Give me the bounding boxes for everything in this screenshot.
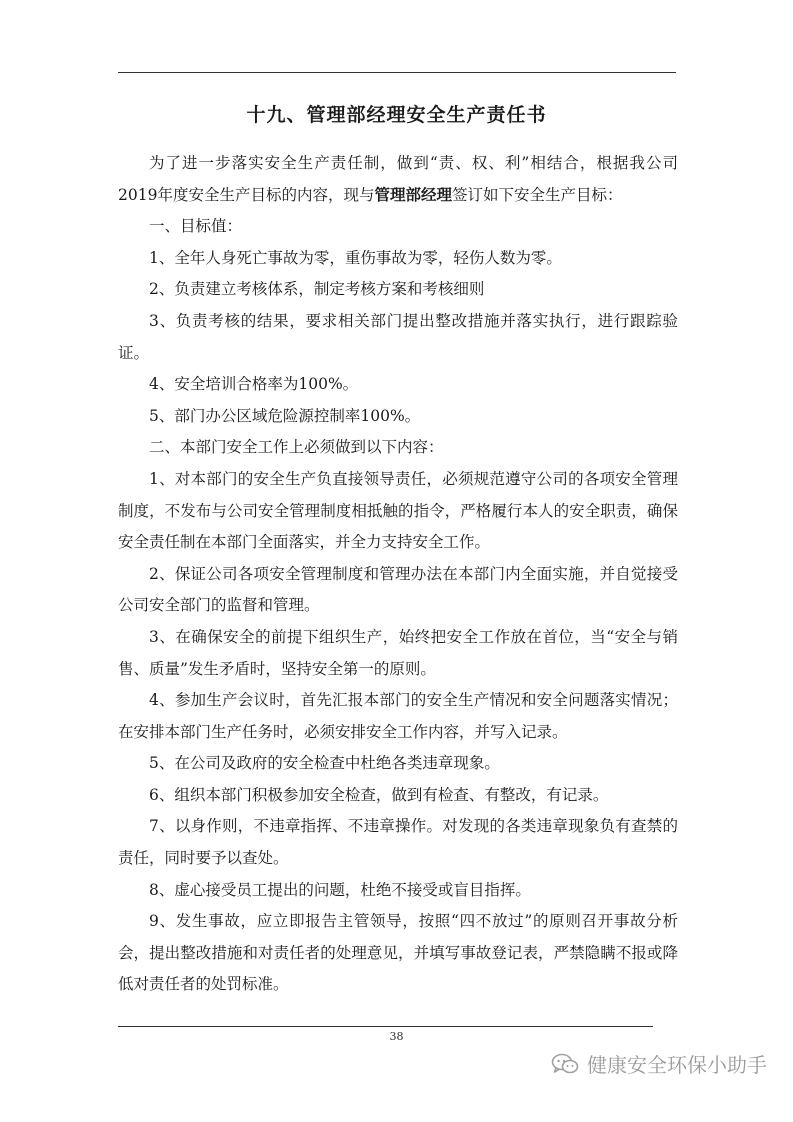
intro-paragraph: [118, 148, 678, 211]
document-body: [118, 148, 678, 1001]
target-item: 1、全年人身死亡事故为零，重伤事故为零，轻伤人数为零。: [149, 248, 562, 267]
duty-item: 1、对本部门的安全生产负直接领导责任，必须规范遵守公司的各项安全管理制度，不发布与公司安全管理制度相抵触的指令，严格履行本人的安全职责，确保安全责任制在本部门全面落实，并全力支持安全工作。: [118, 469, 678, 552]
intro-bold-role: 管理部经理: [374, 185, 452, 204]
target-item: 3、负责考核的结果，要求相关部门提出整改措施并落实执行，进行跟踪验证。: [118, 311, 678, 362]
duty-item: 9、发生事故，应立即报告主管领导，按照“四不放过”的原则召开事故分析会，提出整改措施和对责任者的处理意见，并填写事故登记表，严禁隐瞒不报或降低对责任者的处罚标准。: [118, 912, 678, 994]
target-item: 2、负责建立考核体系，制定考核方案和考核细则: [149, 280, 485, 299]
footer-rule: [118, 1026, 653, 1027]
duty-item: 6、组织本部门积极参加安全检查，做到有检查、有整改，有记录。: [149, 785, 609, 804]
duty-item: 8、虚心接受员工提出的问题，杜绝不接受或盲目指挥。: [149, 880, 531, 899]
page-number: 38: [389, 1030, 404, 1043]
section-heading-duties: 二、本部门安全工作上必须做到以下内容：: [149, 438, 444, 457]
section-heading-targets: 一、目标值：: [149, 217, 243, 236]
wechat-icon: [551, 1053, 579, 1075]
header-rule: [118, 72, 676, 73]
duty-item: 7、以身作则，不违章指挥、不违章操作。对发现的各类违章现象负有查禁的责任，同时要予以查处。: [118, 817, 678, 868]
page-title: 十九、管理部经理安全生产责任书: [246, 104, 547, 126]
duty-item: 5、在公司及政府的安全检查中杜绝各类违章现象。: [149, 754, 500, 773]
intro-text-start: 为了进一步落实安全生产责任制，做到“责、权、利”相结合，根据我公司2019年度安全生产目标的内容，现与: [118, 154, 678, 204]
watermark: [551, 1049, 767, 1078]
duty-item: 4、参加生产会议时，首先汇报本部门的安全生产情况和安全问题落实情况；在安排本部门生产任务时，必须安排安全工作内容，并写入记录。: [118, 691, 678, 741]
target-item: 4、安全培训合格率为100%。: [149, 375, 359, 394]
duty-item: 3、在确保安全的前提下组织生产，始终把安全工作放在首位，当“安全与销售、质量”发生矛盾时，坚持安全第一的原则。: [118, 627, 678, 678]
duty-item: 2、保证公司各项安全管理制度和管理办法在本部门内全面实施，并自觉接受公司安全部门的监督和管理。: [118, 564, 678, 615]
intro-text-end: 签订如下安全生产目标：: [451, 185, 623, 204]
watermark-text: 健康安全环保小助手: [587, 1053, 767, 1077]
target-item: 5、部门办公区域危险源控制率100%。: [149, 406, 421, 425]
